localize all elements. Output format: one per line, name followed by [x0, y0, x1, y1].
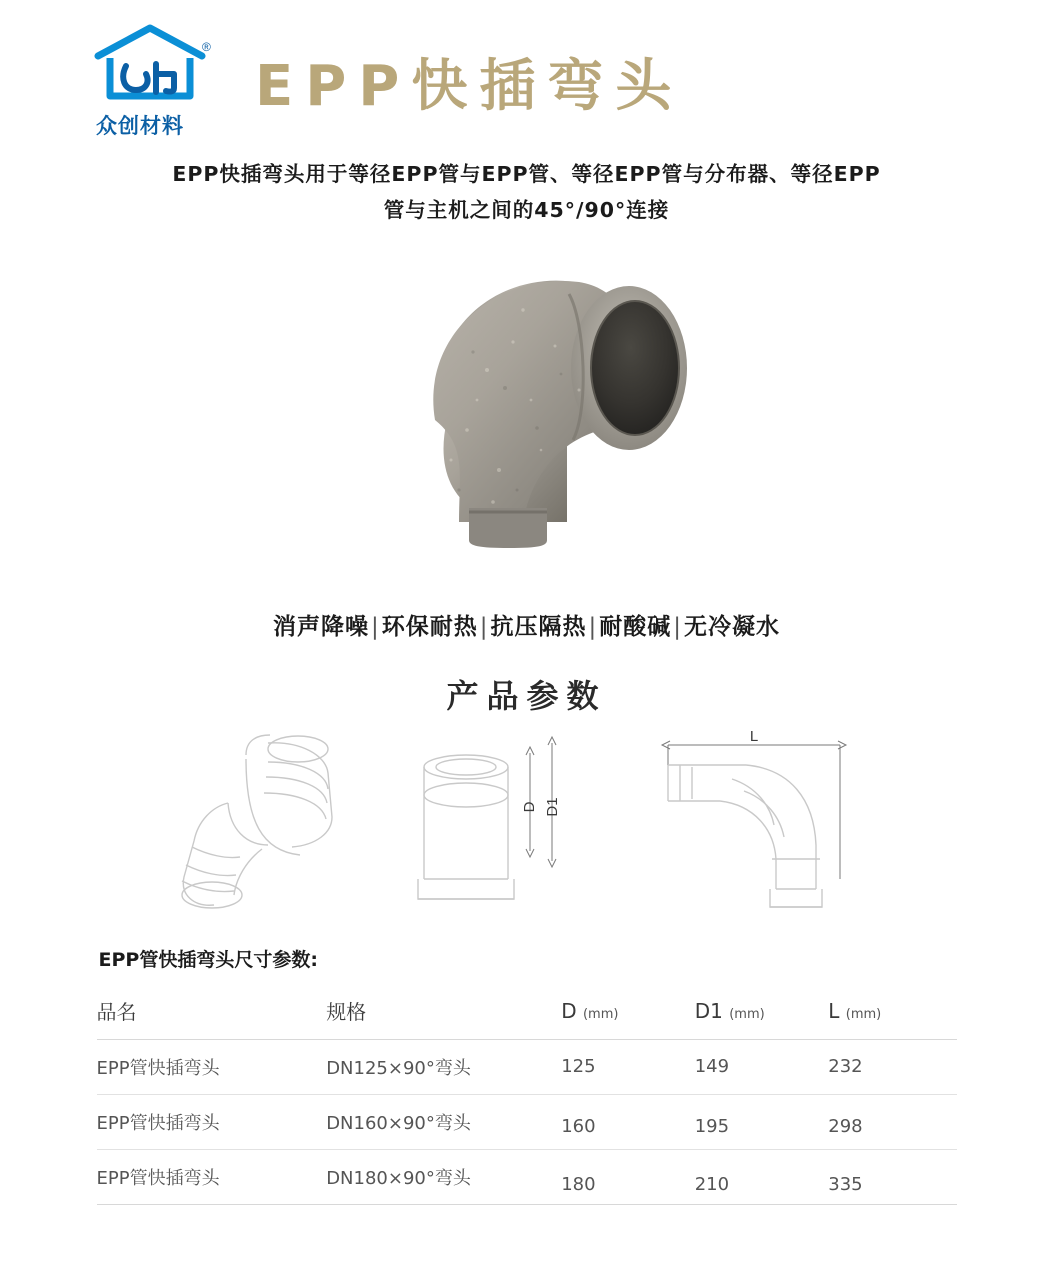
parameter-table [97, 986, 957, 1205]
column-header-l-unit: (mm) [845, 1006, 882, 1022]
cell-d1: 149 [695, 1039, 829, 1094]
page-header [0, 0, 1053, 150]
page-subtitle [67, 156, 987, 228]
cell-l: 335 [828, 1157, 956, 1212]
feature-separator-2: | [588, 614, 598, 640]
column-header-d-label: D [561, 998, 577, 1023]
feature-item-1: 环保耐热 [381, 614, 478, 640]
logo-mark-icon [90, 22, 214, 104]
cell-name: EPP管快插弯头 [97, 1040, 327, 1095]
feature-separator-0: | [371, 614, 380, 640]
technical-drawings [0, 729, 1053, 939]
table-row [97, 1040, 957, 1095]
cell-spec: DN125×90°弯头 [326, 1040, 561, 1095]
brand-logo [90, 22, 230, 142]
cell-l: 298 [828, 1099, 956, 1154]
subtitle-line-2: 管与主机之间的45°/90°连接 [383, 198, 670, 222]
product-photo-elbow [317, 250, 737, 550]
cell-d1: 195 [695, 1099, 829, 1154]
drawing-isometric-view [150, 729, 380, 934]
table-head [97, 986, 957, 1040]
cell-spec: DN180×90°弯头 [326, 1150, 561, 1205]
column-header-d1-unit: (mm) [729, 1006, 765, 1022]
column-header-name [97, 986, 327, 1040]
column-header-d-unit: (mm) [582, 1006, 619, 1022]
page-title: EPP快插弯头 [255, 54, 684, 119]
table-row [97, 1095, 957, 1150]
dimension-label-d: D [521, 801, 538, 813]
cell-name: EPP管快插弯头 [97, 1095, 327, 1150]
brand-name-cn: 众创材料 [96, 114, 184, 138]
cell-spec: DN160×90°弯头 [326, 1095, 561, 1150]
table-header-row [97, 986, 957, 1040]
table-row [97, 1150, 957, 1205]
cell-l: 232 [828, 1039, 956, 1094]
feature-item-4: 无冷凝水 [684, 614, 780, 640]
column-header-d1-label: D1 [694, 998, 723, 1023]
column-header-spec-label: 规格 [326, 1000, 367, 1024]
registered-trademark-icon: ® [202, 40, 211, 54]
product-photo-section [0, 250, 1053, 620]
feature-separator-3: | [673, 614, 682, 640]
feature-item-0: 消声降噪 [273, 614, 369, 640]
table-caption: EPP管快插弯头尺寸参数: [98, 949, 318, 971]
cell-d1: 210 [695, 1157, 829, 1212]
cell-name: EPP管快插弯头 [97, 1150, 327, 1205]
feature-item-3: 耐酸碱 [599, 614, 672, 640]
cell-d: 180 [561, 1157, 695, 1212]
column-header-l [828, 986, 956, 1040]
cell-d: 125 [561, 1039, 695, 1094]
column-header-name-label: 品名 [96, 1000, 137, 1024]
subtitle-line-1: EPP快插弯头用于等径EPP管与EPP管、等径EPP管与分布器、等径EPP [172, 162, 881, 186]
parameter-table-section [97, 945, 957, 1205]
feature-item-2: 抗压隔热 [490, 614, 587, 640]
section-title-parameters: 产品参数 [446, 677, 607, 715]
column-header-l-label: L [828, 998, 840, 1023]
drawing-front-view [400, 729, 630, 934]
column-header-spec [326, 986, 561, 1040]
column-header-d [561, 986, 695, 1040]
table-body [97, 1040, 957, 1205]
column-header-d1 [695, 986, 829, 1040]
dimension-label-l: L [749, 729, 759, 745]
cell-d: 160 [561, 1099, 695, 1154]
dimension-label-d1: D1 [544, 797, 561, 817]
drawing-side-view [650, 729, 900, 934]
feature-separator-1: | [479, 614, 489, 640]
